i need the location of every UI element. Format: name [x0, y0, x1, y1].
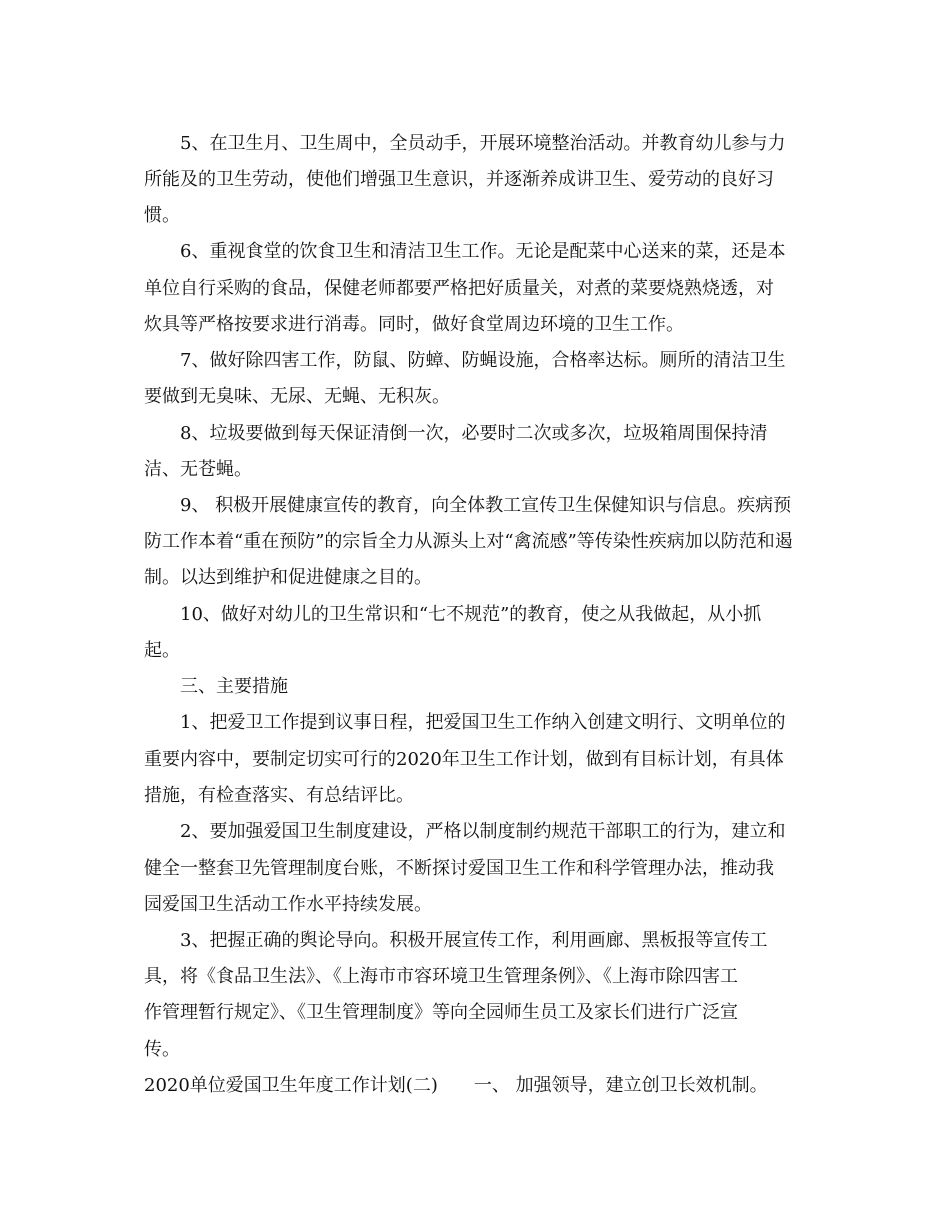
paragraph-8-line-1: 8、垃圾要做到每天保证清倒一次，必要时二次或多次，垃圾箱周围保持清	[180, 423, 768, 444]
measure-1-line-3: 措施，有检查落实、有总结评比。	[144, 785, 414, 806]
paragraph-5-line-2: 所能及的卫生劳动，使他们增强卫生意识，并逐渐养成讲卫生、爱劳动的良好习	[144, 169, 774, 190]
measure-1-line-2: 重要内容中，要制定切实可行的2020年卫生工作计划，做到有目标计划，有具体	[144, 749, 784, 770]
measure-3-line-2: 具，将《食品卫生法》、《上海市市容环境卫生管理条例》、《上海市除四害工	[144, 966, 738, 987]
paragraph-6-line-1: 6、重视食堂的饮食卫生和清洁卫生工作。无论是配菜中心送来的菜，还是本	[180, 241, 786, 262]
measure-2-line-1: 2、要加强爱国卫生制度建设，严格以制度制约规范干部职工的行为，建立和	[180, 821, 786, 842]
measure-1-line-1: 1、把爱卫工作提到议事日程，把爱国卫生工作纳入创建文明行、文明单位的	[180, 712, 786, 733]
paragraph-7-line-1: 7、做好除四害工作，防鼠、防蟑、防蝇设施，合格率达标。厕所的清洁卫生	[180, 350, 786, 371]
paragraph-8-line-2: 洁、无苍蝇。	[144, 459, 252, 480]
measure-2-line-3: 园爱国卫生活动工作水平持续发展。	[144, 894, 432, 915]
paragraph-7-line-2: 要做到无臭味、无尿、无蝇、无积灰。	[144, 386, 450, 407]
section-heading-main-measures: 三、主要措施	[180, 676, 288, 697]
measure-2-line-2: 健全一整套卫先管理制度台账，不断探讨爱国卫生工作和科学管理办法，推动我	[144, 858, 774, 879]
paragraph-5-line-3: 惯。	[144, 205, 180, 226]
measure-3-line-1: 3、把握正确的舆论导向。积极开展宣传工作，利用画廊、黑板报等宣传工	[180, 930, 768, 951]
paragraph-10-line-1: 10、做好对幼儿的卫生常识和“七不规范”的教育，使之从我做起，从小抓	[180, 604, 762, 625]
plan-two-heading: 2020单位爱国卫生年度工作计划(二) 一、 加强领导，建立创卫长效机制。	[144, 1075, 768, 1096]
measure-3-line-4: 传。	[144, 1039, 180, 1060]
paragraph-6-line-2: 单位自行采购的食品，保健老师都要严格把好质量关，对煮的菜要烧熟烧透，对	[144, 278, 774, 299]
paragraph-9-line-2: 防工作本着“重在预防”的宗旨全力从源头上对“禽流感”等传染性疾病加以防范和遏	[144, 531, 793, 552]
measure-3-line-3: 作管理暂行规定》、《卫生管理制度》等向全园师生员工及家长们进行广泛宣	[144, 1002, 738, 1023]
paragraph-5-line-1: 5、在卫生月、卫生周中，全员动手，开展环境整治活动。并教育幼儿参与力	[180, 133, 786, 154]
paragraph-9-line-3: 制。以达到维护和促进健康之目的。	[144, 567, 432, 588]
paragraph-6-line-3: 炊具等严格按要求进行消毒。同时，做好食堂周边环境的卫生工作。	[144, 314, 684, 335]
paragraph-9-line-1: 9、 积极开展健康宣传的教育，向全体教工宣传卫生保健知识与信息。疾病预	[180, 495, 792, 516]
paragraph-10-line-2: 起。	[144, 640, 180, 661]
